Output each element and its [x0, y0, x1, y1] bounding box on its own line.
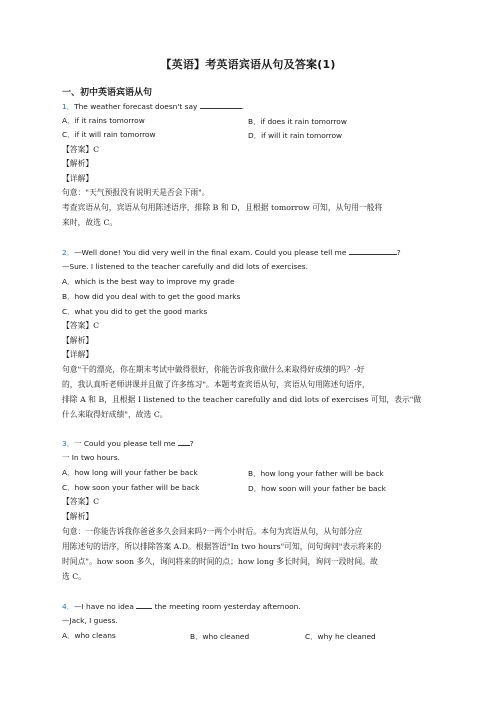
- question-3-answer: 【答案】C: [62, 497, 100, 506]
- question-3-option-b: B．how long your father will be back: [248, 469, 384, 478]
- question-2-explanation-1: 句意"干的漂亮，你在期末考试中做得很好，你能告诉我你做什么来取得好成绩的吗？-好: [62, 365, 365, 374]
- document-title: 【英语】考英语宾语从句及答案(1): [160, 58, 336, 71]
- question-2-analysis-label: 【解析】: [62, 336, 94, 345]
- question-1-option-b: B．if does it rain tomorrow: [248, 117, 347, 126]
- question-3-explanation-3: 时间点"。how soon 多久，询问将来的时间的点；how long 多长时间，询问一段时间。故: [62, 557, 378, 566]
- question-3-explanation-2: 用陈述句的语序，所以排除答案 A.D。根据答语"In two hours"可知，问句询问"表示将来的: [62, 542, 382, 551]
- question-1-analysis-label: 【解析】: [62, 159, 94, 168]
- question-2-explanation-2: 的，我认真听老师讲课并且做了许多练习"。本题考查宾语从句，宾语从句用陈述句语序，: [62, 380, 370, 389]
- question-4-option-a: A．who cleans: [62, 631, 116, 640]
- question-3-explanation-4: 选 C。: [62, 572, 87, 581]
- question-1-option-d: D．if will it rain tomorrow: [248, 131, 343, 140]
- question-2-explanation-3: 排除 A 和 B，且根据 I listened to the teacher carefully and did lots of exercises 可知，表示"做: [62, 395, 422, 404]
- question-1-stem: 1．The weather forecast doesn't say .: [62, 102, 245, 111]
- question-3-stem: 3．一 Could you please tell me ?: [62, 439, 194, 448]
- question-2-option-b: B．how did you deal with to get the good marks: [62, 292, 241, 301]
- question-1-explanation-3: 来时，故选 C。: [62, 218, 118, 227]
- question-4-option-b: B．who cleaned: [190, 632, 250, 641]
- question-3-explanation-1: 句意：一你能告诉我你爸爸多久会回来吗?一两个小时后。本句为宾语从句，从句部分应: [62, 527, 363, 536]
- question-2-option-a: A．which is the best way to improve my grade: [62, 277, 235, 286]
- question-3-reply: 一 In two hours.: [62, 453, 120, 462]
- answer-blank: [136, 601, 152, 609]
- question-1-detail-label: 【详解】: [62, 174, 94, 183]
- question-1-explanation-2: 考查宾语从句，宾语从句用陈述语序，排除 B 和 D，且根据 tomorrow 可知，从句用一般将: [62, 203, 383, 212]
- question-4-option-c: C．why he cleaned: [305, 632, 376, 641]
- question-2-option-c: C．what you did to get the good marks: [62, 307, 208, 316]
- question-1-explanation-1: 句意："天气预报没有说明天是否会下雨"。: [62, 188, 210, 197]
- section-heading: 一、初中英语宾语从句: [62, 88, 153, 98]
- question-1-number: 1．: [62, 102, 75, 111]
- question-3-analysis-label: 【解析】: [62, 512, 94, 521]
- question-2-stem: 2．—Well done! You did very well in the final exam. Could you please tell me ?: [62, 248, 401, 257]
- question-3-option-a: A．how long will your father be back: [62, 468, 198, 477]
- question-1-option-a: A．if it rains tomorrow: [62, 116, 145, 125]
- question-3-option-c: C．how soon your father will be back: [62, 483, 200, 492]
- question-4-number: 4．: [62, 602, 75, 611]
- question-2-reply: —Sure. I listened to the teacher carefully and did lots of exercises.: [62, 262, 309, 271]
- question-1-option-c: C．if it will rain tomorrow: [62, 130, 156, 139]
- question-2-number: 2．: [62, 248, 75, 257]
- question-2-detail-label: 【详解】: [62, 350, 94, 359]
- question-3-option-d: D．how soon will your father be back: [248, 484, 386, 493]
- question-1-answer: 【答案】C: [62, 145, 100, 154]
- answer-blank: [349, 247, 397, 255]
- question-2-explanation-4: 什么来取得好成绩"，故选 C。: [62, 410, 168, 419]
- question-2-answer: 【答案】C: [62, 321, 100, 330]
- answer-blank: [178, 438, 190, 446]
- question-4-reply: —Jack, I guess.: [62, 616, 118, 625]
- question-3-number: 3．: [62, 439, 75, 448]
- answer-blank: [200, 101, 242, 109]
- question-4-stem: 4．—I have no idea the meeting room yesterday afternoon.: [62, 602, 301, 611]
